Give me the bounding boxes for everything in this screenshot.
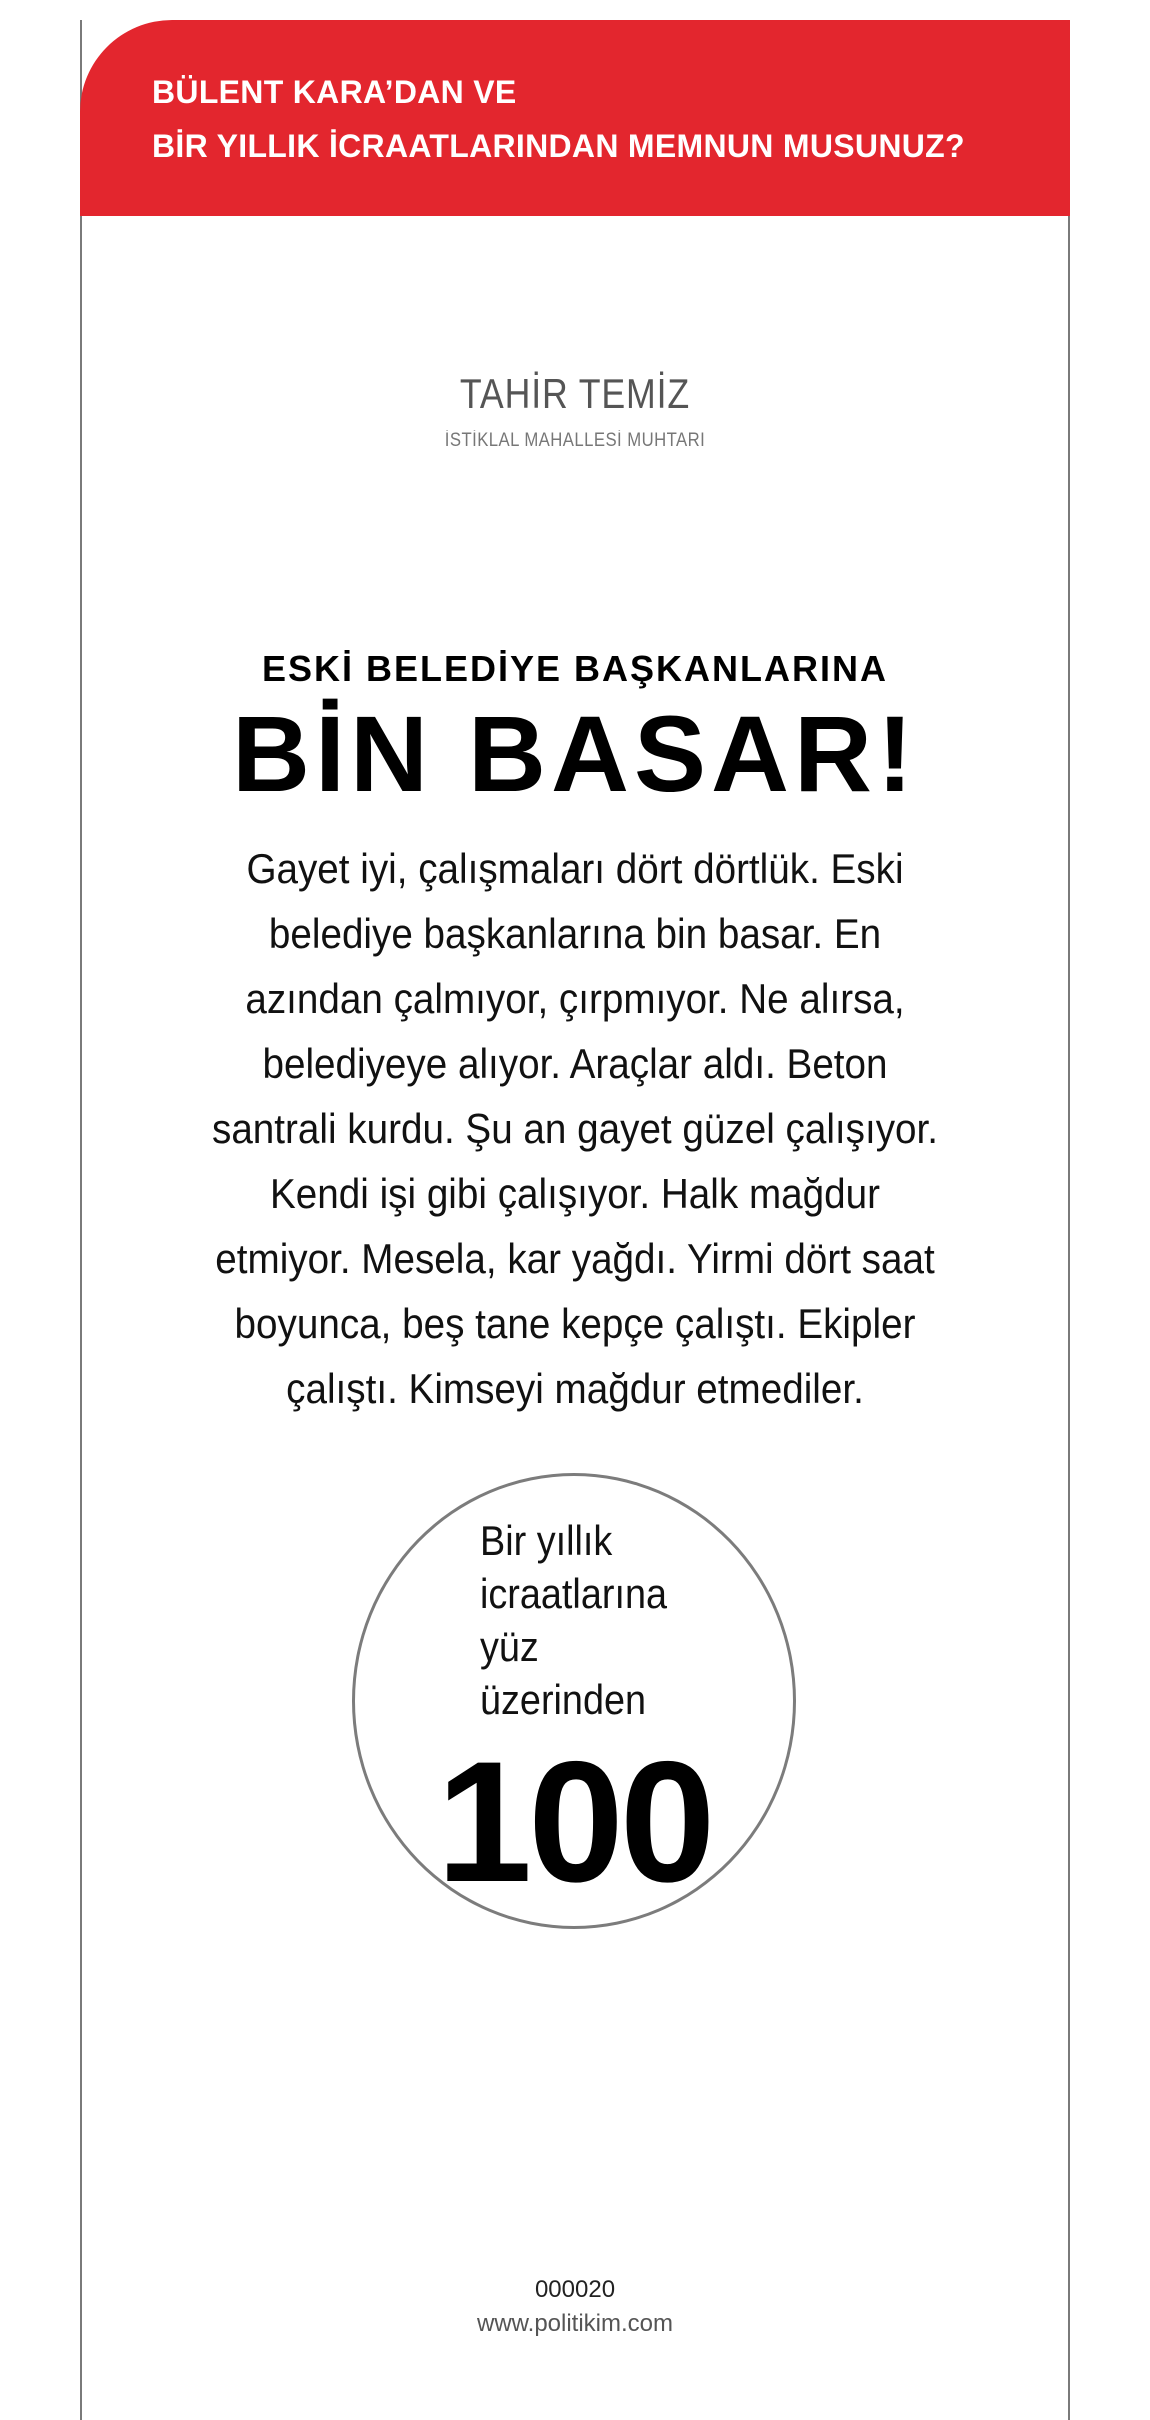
rating-score: 100 xyxy=(436,1726,712,1918)
question-line-2: BİR YILLIK İCRAATLARINDAN MEMNUN MUSUNUZ? xyxy=(152,128,965,164)
site-url[interactable]: www.politikim.com xyxy=(476,2310,674,2337)
question-line-1: BÜLENT KARA’DAN VE xyxy=(152,74,517,110)
person-title: İSTİKLAL MAHALLESİ MUHTARI xyxy=(444,430,706,451)
quote-body: Gayet iyi, çalışmaları dört dörtlük. Eski belediye başkanlarına bin basar. En azından çalmıyor, çırpmıyor. Ne alırsa, belediyeye alıyor. Araçlar aldı. Beton santrali kurdu. Şu an gayet güzel çalışıyor. Kendi işi gibi çalışıyor. Halk mağdur etmiyor. Mesela, kar yağdı. Yirmi dört saat boyunca, beş tane kepçe çalıştı. Ekipler çalıştı. Kimseyi mağdur etmediler. xyxy=(212,845,938,1412)
person-name: TAHİR TEMİZ xyxy=(459,370,691,417)
headline: BİN BASAR! xyxy=(232,693,918,814)
page-code: 000020 xyxy=(534,2276,616,2303)
headline-kicker: ESKİ BELEDİYE BAŞKANLARINA xyxy=(261,648,889,689)
question-banner xyxy=(80,20,1070,216)
rating-caption: Bir yıllık icraatlarına yüz üzerinden xyxy=(480,1517,667,1723)
